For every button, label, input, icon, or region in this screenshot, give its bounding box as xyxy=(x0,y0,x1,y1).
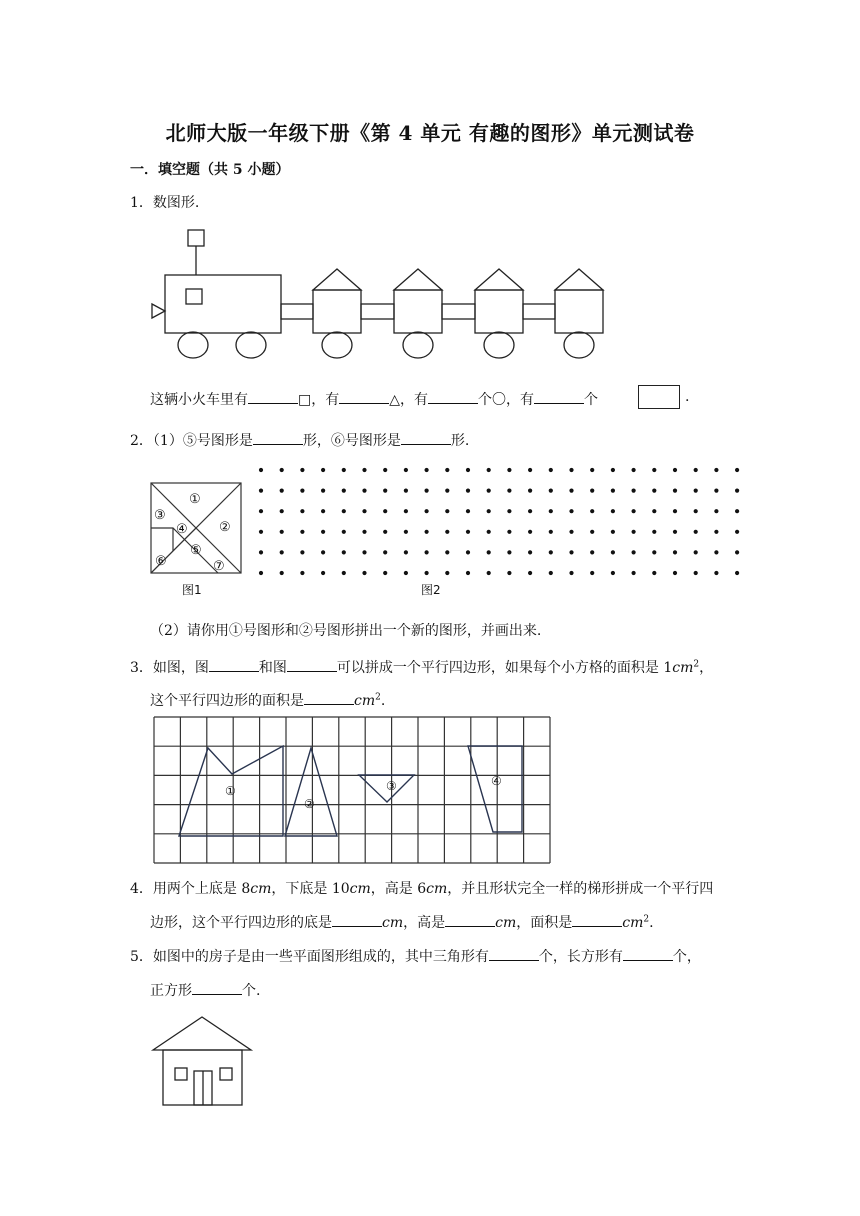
q5-line2: 正方形 个. xyxy=(150,983,261,999)
tangram-number: ③ xyxy=(154,508,166,523)
answer-blank[interactable] xyxy=(304,691,354,705)
q4-line2: 边形，这个平行四边形的底是 cm，高是 cm，面积是 $cm^2$. xyxy=(150,914,654,931)
q1-answer-line: 这辆小火车里有 □，有 △，有 个〇，有 个 xyxy=(150,392,599,408)
answer-blank[interactable] xyxy=(248,390,298,404)
fig1-label: 图1 xyxy=(182,583,202,597)
answer-blank[interactable] xyxy=(572,913,622,927)
tangram-number: ① xyxy=(189,492,201,507)
rectangle-shape-box xyxy=(638,385,680,409)
tangram-number: ② xyxy=(219,520,231,535)
q3-fig-number: ④ xyxy=(491,774,502,788)
answer-blank[interactable] xyxy=(534,390,584,404)
tangram-number: ④ xyxy=(176,522,188,537)
tangram-number: ⑦ xyxy=(213,559,225,574)
answer-blank[interactable] xyxy=(192,981,242,995)
q3-line2: 这个平行四边形的面积是 $cm^2$. xyxy=(150,692,386,709)
train-figure xyxy=(147,225,609,365)
q3-fig-number: ① xyxy=(225,784,236,798)
dot-grid xyxy=(255,462,755,577)
q2-part1: 2．（1）⑤号图形是 形，⑥号图形是 形. xyxy=(130,433,470,449)
q3-grid-figure xyxy=(153,716,551,864)
answer-blank[interactable] xyxy=(339,390,389,404)
answer-blank[interactable] xyxy=(332,913,382,927)
answer-blank[interactable] xyxy=(209,658,259,672)
tangram-number: ⑤ xyxy=(190,543,202,558)
house-figure xyxy=(150,1014,254,1108)
q4-line1: 4．用两个上底是 8cm，下底是 10cm，高是 6cm，并且形状完全一样的梯形拼成一个平行四 xyxy=(130,881,714,897)
tangram-number: ⑥ xyxy=(155,554,167,569)
answer-blank[interactable] xyxy=(428,390,478,404)
answer-blank[interactable] xyxy=(445,913,495,927)
q2-part2: （2）请你用①号图形和②号图形拼出一个新的图形，并画出来. xyxy=(150,623,542,639)
fig2-label: 图2 xyxy=(421,583,441,597)
answer-blank[interactable] xyxy=(401,431,451,445)
q1-stem: 1．数图形. xyxy=(130,195,200,211)
answer-blank[interactable] xyxy=(253,431,303,445)
q3-fig-number: ③ xyxy=(386,779,397,793)
q3-fig-number: ② xyxy=(304,797,315,811)
page-title: 北师大版一年级下册《第 4 单元 有趣的图形》单元测试卷 xyxy=(165,121,695,145)
q3-line1: 3．如图，图 和图 可以拼成一个平行四边形，如果每个小方格的面积是 $1cm^2$， xyxy=(130,659,714,676)
answer-blank[interactable] xyxy=(623,947,673,961)
answer-blank[interactable] xyxy=(489,947,539,961)
section-heading: 一．填空题（共 5 小题） xyxy=(130,162,290,178)
q5-line1: 5．如图中的房子是由一些平面图形组成的，其中三角形有 个，长方形有 个， xyxy=(130,949,701,965)
answer-blank[interactable] xyxy=(287,658,337,672)
